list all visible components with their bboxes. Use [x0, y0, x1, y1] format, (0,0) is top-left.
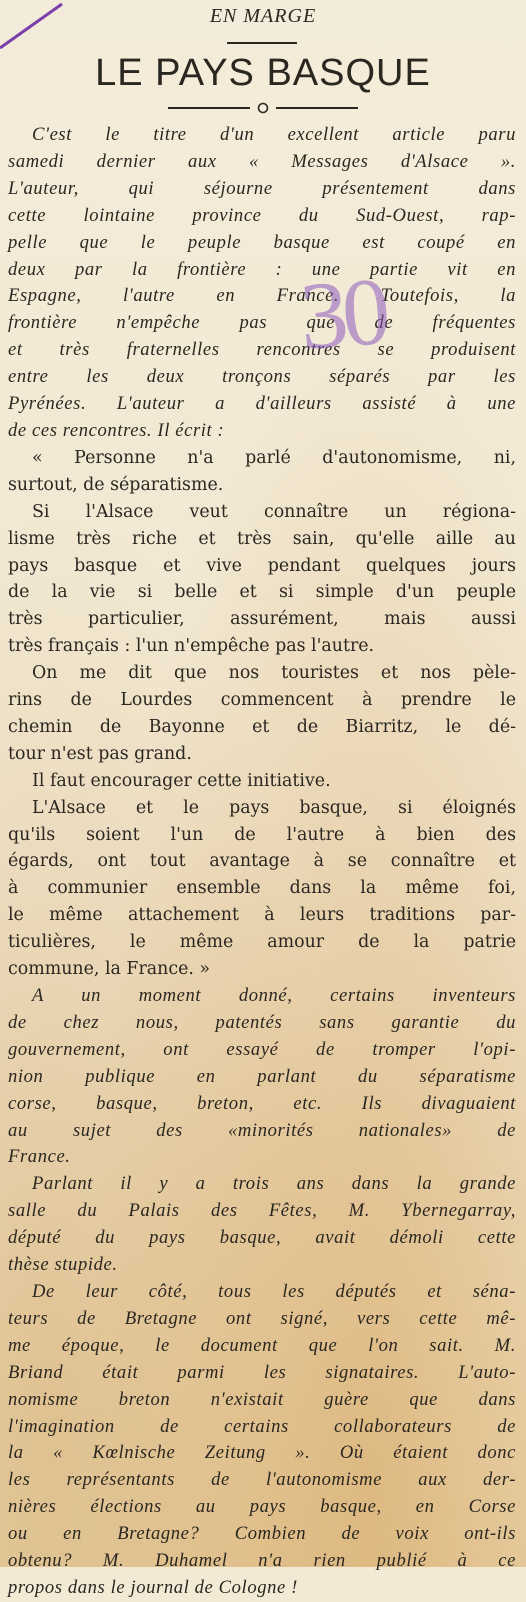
text-line: la « Kœlnische Zeitung ». Où étaient donc	[8, 1442, 516, 1464]
text-line: de la vie si belle et si simple d'un peuple	[8, 582, 516, 603]
text-line: tour n'est pas grand.	[8, 743, 192, 764]
paragraph	[8, 122, 516, 445]
text-line: corse, basque, breton, etc. Ils divaguaient	[8, 1092, 516, 1114]
text-line: qu'ils soient l'un de l'autre à bien des	[8, 824, 516, 845]
text-line: « Personne n'a parlé d'autonomisme, ni,	[32, 447, 516, 468]
text-line: deux par la frontière : une partie vit en	[8, 258, 516, 280]
text-line: France.	[8, 1146, 71, 1168]
text-line: C'est le titre d'un excellent article paru	[32, 124, 516, 145]
text-line: nomisme breton n'existait guère que dans	[8, 1388, 516, 1410]
paragraph	[8, 445, 516, 499]
text-line: frontière n'empêche pas que de fréquentes	[8, 312, 516, 334]
paragraph	[8, 795, 516, 983]
text-line: très particulier, assurément, mais aussi	[8, 609, 516, 630]
text-line: me époque, le document que l'on sait. M.	[8, 1334, 516, 1356]
paragraph	[8, 1279, 516, 1602]
text-line: et très fraternelles rencontres se produisent	[8, 339, 516, 361]
rubric: EN MARGE	[209, 5, 317, 27]
text-line: le même attachement à leurs traditions par-	[8, 905, 516, 926]
text-line: ticulières, le même amour de la patrie	[8, 932, 516, 953]
text-line: lisme très riche et très sain, qu'elle aille au	[8, 528, 516, 549]
text-line: pelle que le peuple basque est coupé en	[8, 231, 516, 253]
text-line: On me dit que nos touristes et nos pèle-	[32, 663, 516, 684]
text-line: L'Alsace et le pays basque, si éloignés	[32, 797, 516, 818]
paragraph	[8, 660, 516, 768]
text-line: à communier ensemble dans la même foi,	[8, 878, 516, 899]
text-line: De leur côté, tous les députés et séna-	[32, 1280, 516, 1302]
text-line: samedi dernier aux « Messages d'Alsace ».	[8, 150, 516, 172]
paragraph	[8, 499, 516, 660]
text-line: Briand était parmi les signataires. L'auto-	[8, 1361, 516, 1383]
text-line: L'auteur, qui séjourne présentement dans	[8, 177, 516, 199]
paragraph	[8, 983, 516, 1171]
paragraph	[8, 768, 516, 795]
headline: LE PAYS BASQUE	[95, 52, 431, 94]
handwritten-number: 30	[296, 257, 388, 370]
text-line: entre les deux tronçons séparés par les	[8, 366, 516, 388]
text-line: nières élections au pays basque, en Corse	[8, 1496, 516, 1518]
text-line: Parlant il y a trois ans dans la grande	[32, 1173, 516, 1195]
text-line: gouvernement, ont essayé de tromper l'opi-	[8, 1038, 516, 1060]
text-line: obtenu? M. Duhamel n'a rien publié à ce	[8, 1550, 516, 1572]
article-body	[8, 122, 516, 1602]
text-line: ou en Bretagne? Combien de voix ont-ils	[8, 1523, 516, 1545]
text-line: Espagne, l'autre en France. Toutefois, la	[8, 285, 516, 307]
text-line: nion publique en parlant du séparatisme	[8, 1065, 516, 1087]
text-line: Si l'Alsace veut connaître un régiona-	[32, 501, 516, 522]
text-line: salle du Palais des Fêtes, M. Ybernegarray,	[8, 1200, 516, 1222]
text-line: l'imagination de certains collaborateurs de	[8, 1415, 516, 1437]
text-line: les représentants de l'autonomisme aux der-	[8, 1469, 516, 1491]
text-line: de ces rencontres. Il écrit :	[8, 419, 225, 441]
paragraph	[8, 1171, 516, 1279]
text-line: A un moment donné, certains inventeurs	[32, 985, 516, 1006]
text-line: égards, ont tout avantage à se connaître et	[8, 851, 516, 872]
text-line: au sujet des «minorités nationales» de	[8, 1119, 516, 1141]
text-line: thèse stupide.	[8, 1254, 118, 1276]
text-line: cette lointaine province du Sud-Ouest, rap-	[8, 204, 516, 226]
text-line: Pyrénées. L'auteur a d'ailleurs assisté à une	[8, 393, 516, 415]
text-line: Il faut encourager cette initiative.	[32, 770, 331, 791]
ornament-divider	[168, 100, 358, 116]
text-line: surtout, de séparatisme.	[8, 474, 224, 495]
text-line: teurs de Bretagne ont signé, vers cette mê-	[8, 1307, 516, 1329]
text-line: de chez nous, patentés sans garantie du	[8, 1011, 516, 1033]
text-line: rins de Lourdes commencent à prendre le	[8, 690, 516, 711]
text-line: commune, la France. »	[8, 959, 211, 980]
text-line: propos dans le journal de Cologne !	[8, 1576, 298, 1598]
divider	[227, 42, 297, 44]
text-line: député du pays basque, avait démoli cette	[8, 1227, 516, 1249]
text-line: très français : l'un n'empêche pas l'autre.	[8, 636, 375, 657]
text-line: pays basque et vive pendant quelques jours	[8, 555, 516, 576]
text-line: chemin de Bayonne et de Biarritz, le dé-	[8, 716, 516, 737]
